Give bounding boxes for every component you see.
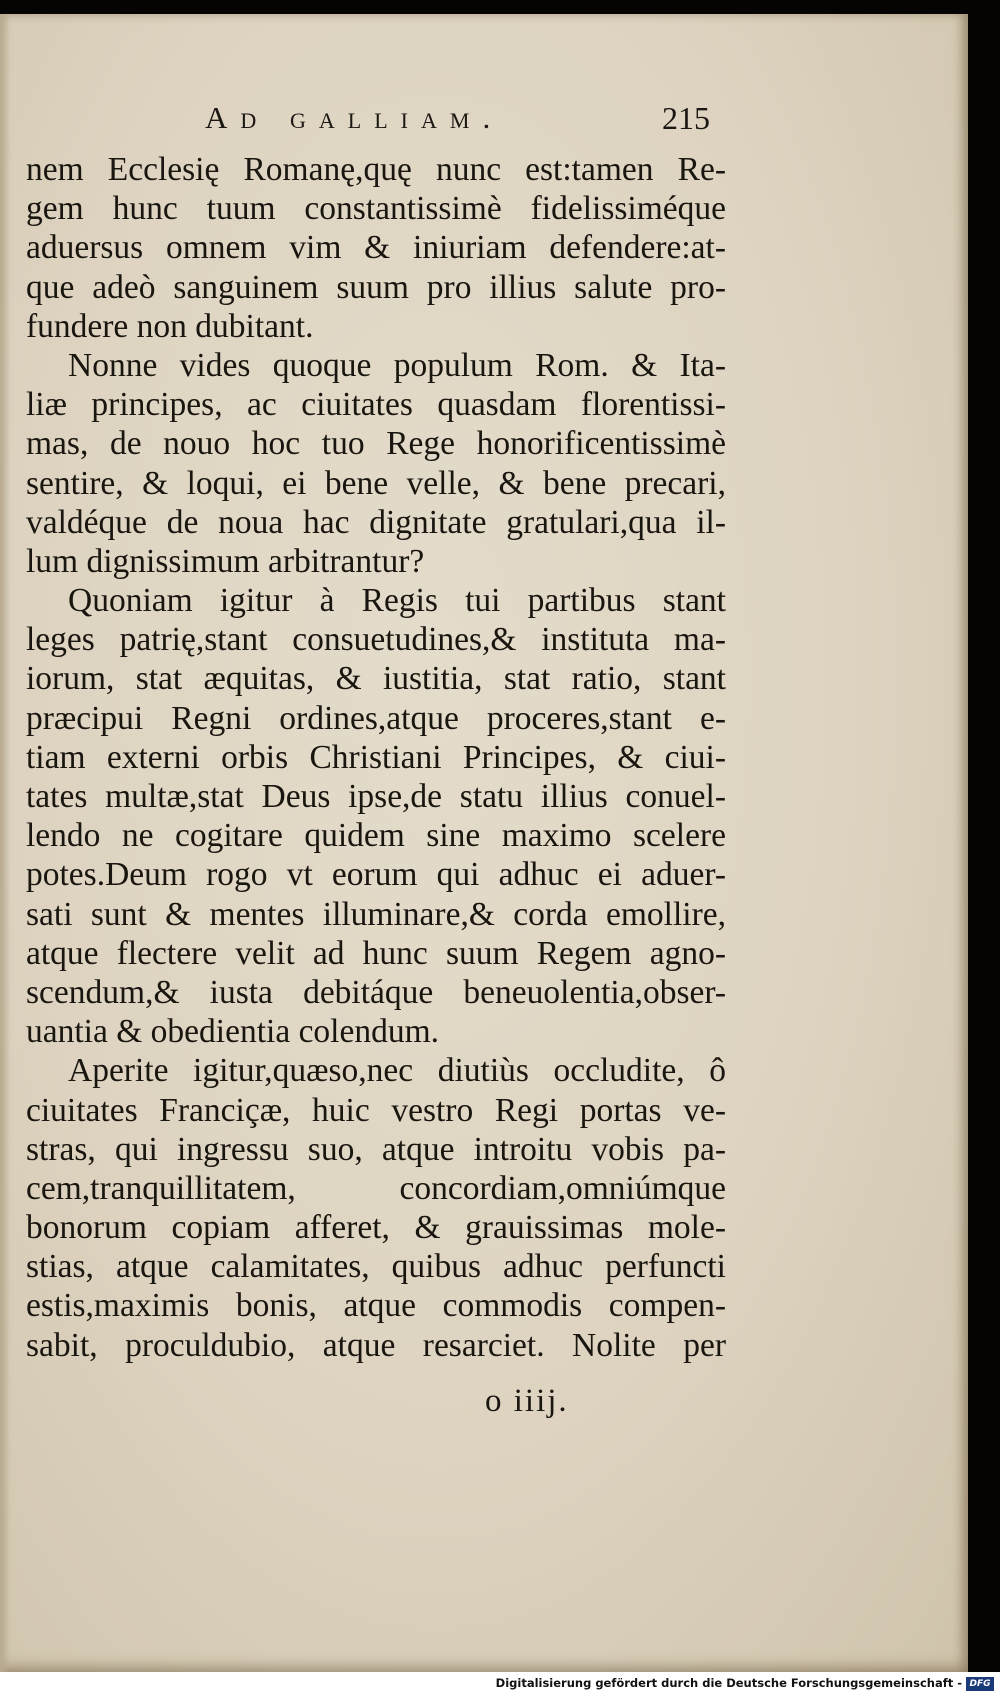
text-line: mas, de nouo hoc tuo Rege honorificentissimè: [26, 425, 726, 463]
text-line: Quoniam igitur à Regis tui partibus stant: [68, 582, 726, 620]
text-line: bonorum copiam afferet, & grauissimas mole-: [26, 1209, 726, 1247]
text-line: atque flectere velit ad hunc suum Regem agno-: [26, 934, 726, 972]
text-line: potes.Deum rogo vt eorum qui adhuc ei aduer-: [26, 856, 726, 894]
text-line: lum dignissimum arbitrantur?: [26, 542, 425, 580]
running-head-title: Ad galliam.: [205, 100, 504, 135]
text-line: cem,tranquillitatem, concordiam,omniúmque: [26, 1169, 726, 1207]
page-gutter-shadow: [0, 14, 10, 1672]
text-line: Nonne vides quoque populum Rom. & Ita-: [68, 346, 726, 384]
signature-mark: o iiij.: [485, 1383, 569, 1419]
funding-credit: Digitalisierung gefördert durch die Deutsche Forschungsgemeinschaft -: [495, 1676, 962, 1690]
text-line: Aperite igitur,quæso,nec diutiùs occludite, ô: [68, 1052, 726, 1090]
text-line: nem Ecclesię Romanę,quę nunc est:tamen Re-: [26, 151, 726, 188]
text-line: scendum,& iusta debitáque beneuolentia,obser-: [26, 973, 726, 1011]
text-line: tiam externi orbis Christiani Principes, & ciui-: [26, 738, 726, 776]
text-line: liæ principes, ac ciuitates quasdam florentissi-: [26, 386, 726, 424]
text-line: stias, atque calamitates, quibus adhuc perfuncti: [26, 1248, 726, 1286]
text-line: tates multæ,stat Deus ipse,de statu illius conuel-: [26, 778, 726, 815]
text-line: gem hunc tuum constantissimè fidelissiméque: [26, 190, 726, 228]
digitization-footer: [0, 1672, 1000, 1698]
text-line: iorum, stat æquitas, & iustitia, stat ratio, stant: [26, 660, 726, 698]
running-head: [205, 100, 710, 144]
text-line: sati sunt & mentes illuminare,& corda emollire,: [26, 895, 726, 933]
text-line: stras, qui ingressu suo, atque introitu vobis pa-: [26, 1130, 726, 1168]
page-number: 215: [662, 100, 710, 136]
text-line: præcipui Regni ordines,atque proceres,stant e-: [26, 699, 726, 737]
text-line: lendo ne cogitare quidem sine maximo scelere: [26, 817, 726, 855]
text-line: fundere non dubitant.: [26, 307, 314, 345]
text-line: sentire, & loqui, ei bene velle, & bene precari,: [26, 464, 726, 502]
text-line: leges patrię,stant consuetudines,& instituta ma-: [26, 621, 726, 659]
text-line: valdéque de noua hac dignitate gratulari,qua il-: [26, 503, 726, 541]
text-line: uantia & obedientia colendum.: [26, 1013, 440, 1051]
text-line: estis,maximis bonis, atque commodis compen-: [26, 1287, 726, 1325]
body-text: [26, 150, 726, 1365]
dfg-logo-icon: DFG: [966, 1677, 994, 1691]
text-line: sabit, proculdubio, atque resarciet. Nolite per: [26, 1326, 726, 1364]
text-line: que adeò sanguinem suum pro illius salute pro-: [26, 268, 726, 306]
text-line: ciuitates Franciçæ, huic vestro Regi portas ve-: [26, 1091, 726, 1129]
text-line: aduersus omnem vim & iniuriam defendere:at-: [26, 229, 726, 267]
